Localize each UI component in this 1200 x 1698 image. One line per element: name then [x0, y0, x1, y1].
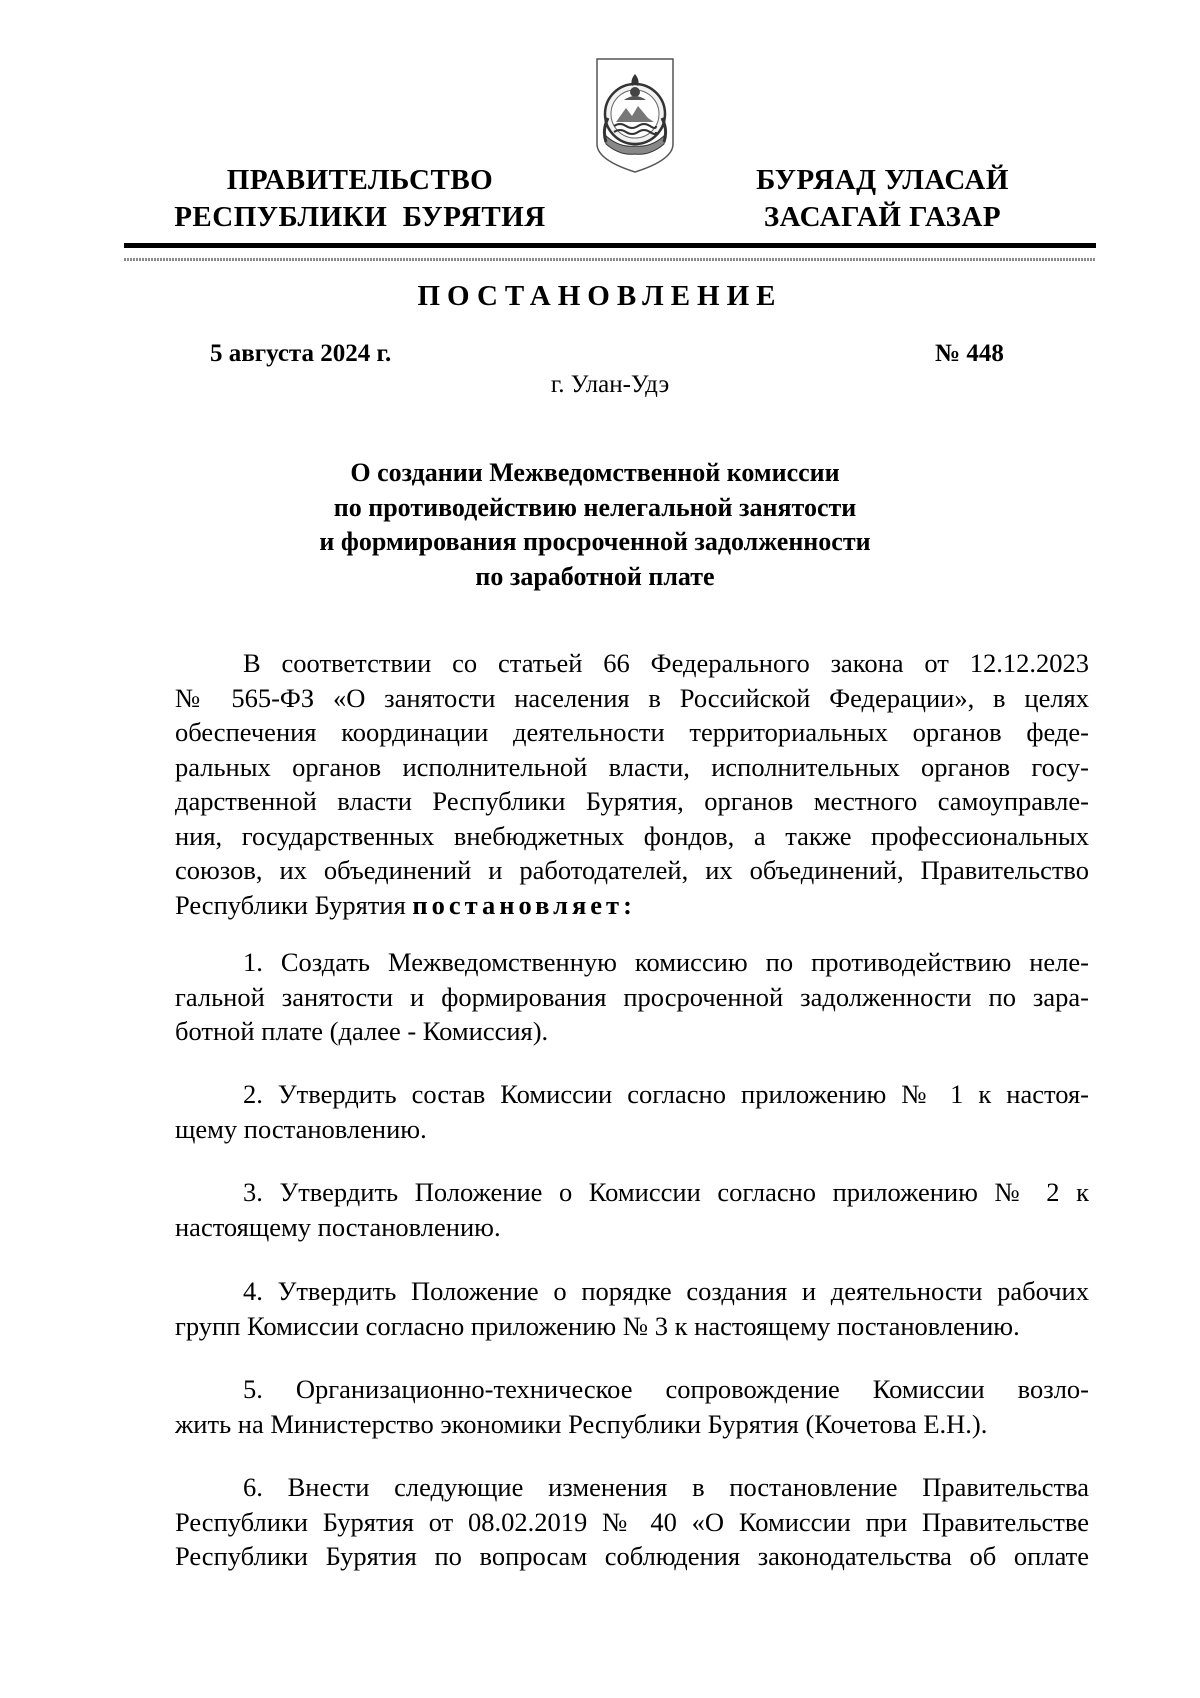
- document-number: № 448: [935, 340, 1004, 367]
- paragraph-line: 1. Создать Межведомственную комиссию по противодействию неле-: [243, 947, 1089, 977]
- header-left-line1: ПРАВИТЕЛЬСТВО: [226, 164, 494, 196]
- resolution-item-6: [175, 1470, 1089, 1574]
- resolution-item-5: [175, 1372, 1089, 1441]
- paragraph-line: 3. Утвердить Положение о Комиссии согласно приложению № 2 к: [243, 1177, 1089, 1207]
- title-line: по противодействию нелегальной занятости: [333, 492, 857, 522]
- paragraph-line: 5. Организационно-техническое сопровождение Комиссии возло-: [243, 1374, 1089, 1404]
- paragraph-line: дарственной власти Республики Бурятия, органов местного самоуправле-: [175, 786, 1089, 816]
- paragraph-line: настоящему постановлению.: [175, 1211, 501, 1242]
- paragraph-line: Республики Бурятия по вопросам соблюдения законодательства об оплате: [175, 1541, 1089, 1571]
- paragraph-line: жить на Министерство экономики Республики Бурятия (Кочетова Е.Н.).: [175, 1408, 988, 1439]
- paragraph-line: ральных органов исполнительной власти, исполнительных органов госу-: [175, 751, 1089, 782]
- paragraph-line: В соответствии со статьей 66 Федерального закона от 12.12.2023: [243, 648, 1089, 678]
- paragraph-line: 6. Внести следующие изменения в постановление Правительства: [243, 1472, 1089, 1502]
- header-rule-thick: [124, 243, 1096, 248]
- preamble-paragraph: [175, 646, 1089, 922]
- resolves-keyword: постановляет:: [412, 889, 636, 920]
- paragraph-line: союзов, их объединений и работодателей, их объединений, Правительство: [175, 855, 1089, 885]
- header-right-line1: БУРЯАД УЛАСАЙ: [756, 164, 1009, 196]
- paragraph-line: щему постановлению.: [175, 1113, 427, 1144]
- paragraph-line: 2. Утвердить состав Комиссии согласно приложению № 1 к настоя-: [243, 1079, 1089, 1109]
- document-city: г. Улан-Удэ: [550, 371, 670, 398]
- resolution-item-1: [175, 945, 1089, 1049]
- title-line: О создании Межведомственной комиссии: [350, 458, 840, 487]
- header-right-line2: ЗАСАГАЙ ГАЗАР: [763, 201, 1002, 233]
- paragraph-line: ботной плате (далее - Комиссия).: [175, 1016, 549, 1046]
- title-line: по заработной плате: [475, 561, 715, 591]
- header-left-line2: РЕСПУБЛИКИ БУРЯТИЯ: [174, 201, 546, 233]
- title-line: и формирования просроченной задолженности: [319, 527, 871, 556]
- header-left: [170, 162, 550, 236]
- resolution-item-2: [175, 1077, 1089, 1146]
- header-right: [735, 162, 1030, 236]
- document-type: ПОСТАНОВЛЕНИЕ: [417, 280, 783, 312]
- paragraph-line: групп Комиссии согласно приложению № 3 к настоящему постановлению.: [175, 1310, 1020, 1341]
- paragraph-line: Республики Бурятия от 08.02.2019 № 40 «О Комиссии при Правительстве: [175, 1506, 1089, 1537]
- document-title: [250, 456, 940, 594]
- preamble-last-prefix: Республики Бурятия: [175, 889, 413, 920]
- paragraph-line: ния, государственных внебюджетных фондов, а также профессиональных: [175, 820, 1089, 851]
- document-date: 5 августа 2024 г.: [210, 340, 392, 367]
- paragraph-line: обеспечения координации деятельности территориальных органов феде-: [175, 717, 1089, 747]
- resolution-item-3: [175, 1175, 1089, 1244]
- header-rule-thin: [124, 258, 1096, 261]
- paragraph-line: гальной занятости и формирования просроченной задолженности по зара-: [175, 981, 1089, 1012]
- paragraph-line: 4. Утвердить Положение о порядке создания и деятельности рабочих: [243, 1276, 1089, 1306]
- paragraph-line: № 565-ФЗ «О занятости населения в Российской Федерации», в целях: [175, 682, 1089, 713]
- coat-of-arms-icon: [594, 56, 676, 176]
- paragraph-line: [175, 888, 1089, 923]
- resolution-item-4: [175, 1274, 1089, 1343]
